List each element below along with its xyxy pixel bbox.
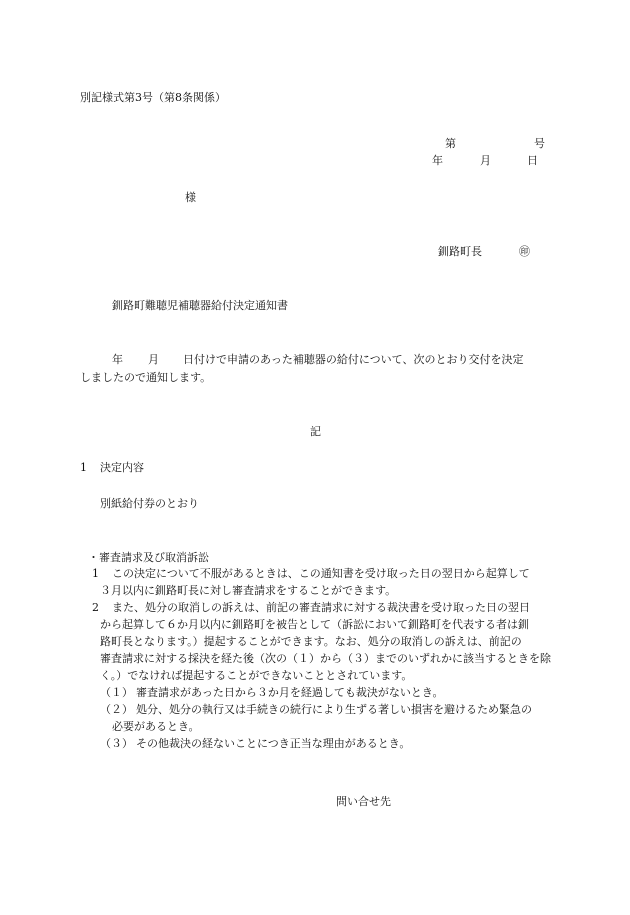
appeal-heading: ・審査請求及び取消訴訟 — [88, 551, 209, 564]
form-reference: 別記様式第3号（第8条関係） — [80, 91, 226, 104]
appeal-item-2-line-1: また、処分の取消しの訴えは、前記の審査請求に対する裁決書を受け取った日の翌日 — [112, 601, 530, 614]
appeal-item-1-line-1: この決定について不服があるときは、この通知書を受け取った日の翌日から起算して — [112, 567, 530, 580]
section-1-body: 別紙給付券のとおり — [100, 497, 199, 510]
contact-label: 問い合せ先 — [336, 795, 391, 808]
date-month-label: 月 — [480, 154, 491, 167]
seal-mark: ㊞ — [519, 245, 530, 258]
issuer-name: 釧路町長 — [438, 245, 482, 258]
subitem-2-line-1: 処分、処分の執行又は手続きの続行により生ずる著しい損害を避けるため緊急の — [136, 703, 532, 716]
appeal-item-1-number: 1 — [92, 567, 99, 580]
appeal-item-2-line-5: く。）でなければ提起することができないこととされています。 — [100, 669, 413, 682]
document-number-prefix: 第 — [445, 137, 456, 150]
subitem-2-line-2: 必要があるとき。 — [112, 720, 200, 733]
document-title: 釧路町難聴児補聴器給付決定通知書 — [112, 299, 288, 312]
subitem-3-number: （３） — [100, 737, 133, 750]
intro-line2-text: しましたので通知します。 — [80, 371, 212, 384]
subitem-2-number: （２） — [100, 703, 133, 716]
appeal-item-1-line-2: ３月以内に釧路町長に対し審査請求をすることができます。 — [100, 584, 397, 597]
appeal-item-2-line-3: 路町長となります。）提起することができます。なお、処分の取消しの訴えは、前記の — [100, 635, 522, 648]
subitem-1-line-1: 審査請求があった日から３か月を経過しても裁決がないとき。 — [136, 686, 444, 699]
document-number-suffix: 号 — [534, 137, 545, 150]
appeal-item-2-line-2: から起算して６か月以内に釧路町を被告として（訴訟において釧路町を代表する者は釧 — [100, 618, 529, 631]
intro-month-label: 月 — [148, 353, 159, 366]
appeal-item-2-line-4: 審査請求に対する採決を経た後（次の（１）から（３）までのいずれかに該当するときを除 — [100, 652, 551, 665]
addressee-suffix: 様 — [185, 191, 196, 204]
intro-year-label: 年 — [112, 353, 123, 366]
ki-heading: 記 — [310, 425, 321, 438]
appeal-item-2-number: 2 — [92, 601, 99, 614]
section-1-heading: 決定内容 — [100, 461, 144, 474]
date-year-label: 年 — [432, 154, 443, 167]
intro-line1-text: 日付けで申請のあった補聴器の給付について、次のとおり交付を決定 — [183, 353, 524, 366]
date-day-label: 日 — [527, 154, 538, 167]
subitem-1-number: （１） — [100, 686, 133, 699]
section-1-number: 1 — [80, 461, 87, 474]
subitem-3-line-1: その他裁決の経ないことにつき正当な理由があるとき。 — [136, 737, 411, 750]
